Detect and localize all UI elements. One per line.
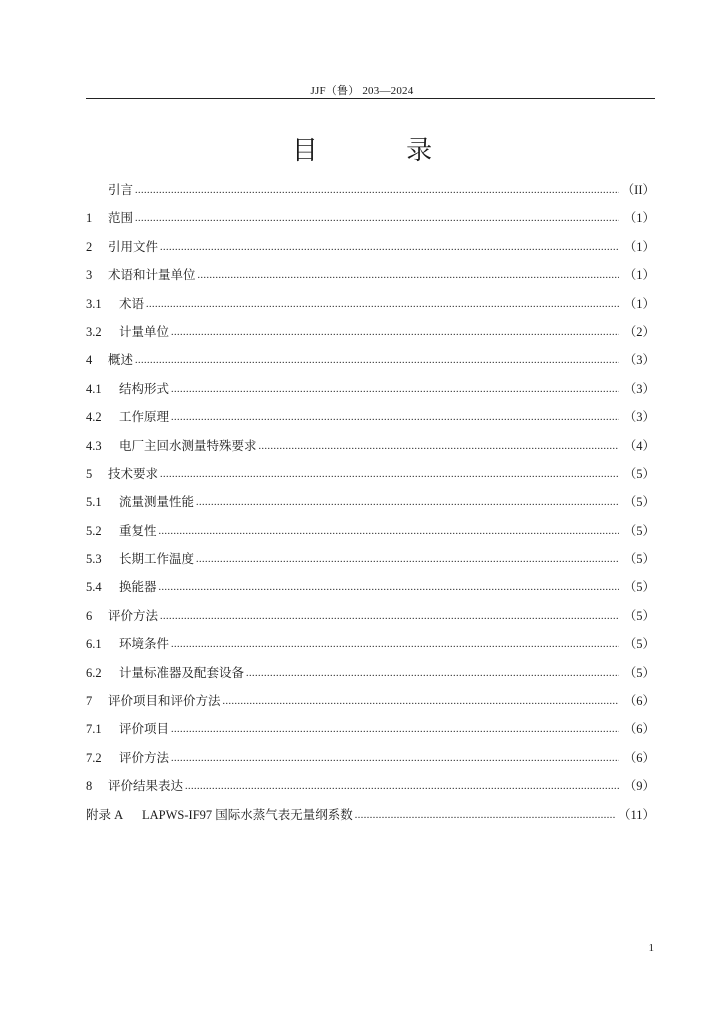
toc-entry-label: 电厂主回水测量特殊要求 xyxy=(119,438,257,453)
toc-entry[interactable] xyxy=(86,492,655,520)
toc-entry-label: 评价方法 xyxy=(108,608,159,623)
toc-entry-number: 7.2 xyxy=(86,750,102,765)
toc-entry-label: 引言 xyxy=(108,183,134,197)
toc-leader-dots xyxy=(159,522,619,535)
toc-entry-page: （9） xyxy=(623,779,655,794)
toc-entry[interactable] xyxy=(86,265,655,293)
toc-entry-page: （1） xyxy=(623,268,655,283)
toc-entry-page: （11） xyxy=(617,807,655,822)
toc-leader-dots xyxy=(171,323,619,336)
toc-entry-page: （6） xyxy=(623,722,655,737)
toc-entry[interactable] xyxy=(86,521,655,549)
toc-entry-label: 环境条件 xyxy=(119,637,170,652)
toc-entry-page: （1） xyxy=(623,296,655,311)
toc-entry-page: （5） xyxy=(623,580,655,595)
toc-entry-label: 评价结果表达 xyxy=(108,779,184,794)
toc-entry-label: 长期工作温度 xyxy=(119,552,195,567)
toc-leader-dots xyxy=(135,210,619,223)
standard-code-header: JJF（鲁） 203—2024 xyxy=(310,85,414,97)
toc-entry-number: 6.1 xyxy=(86,637,102,652)
toc-entry-number: 7.1 xyxy=(86,722,102,737)
toc-leader-dots xyxy=(160,607,619,620)
toc-entry-page: （3） xyxy=(623,381,655,396)
toc-entry[interactable] xyxy=(86,294,655,322)
toc-entry-label: 评价项目 xyxy=(119,722,170,737)
toc-entry[interactable] xyxy=(86,208,655,236)
toc-entry-number: 6 xyxy=(86,608,93,623)
toc-entry-number: 4.2 xyxy=(86,410,102,425)
toc-leader-dots xyxy=(146,295,619,308)
toc-leader-dots xyxy=(246,664,619,677)
toc-leader-dots xyxy=(159,579,619,592)
toc-entry-label: LAPWS-IF97 国际水蒸气表无量纲系数 xyxy=(142,807,353,822)
toc-entry-page: （5） xyxy=(623,552,655,567)
toc-entry[interactable] xyxy=(86,606,655,634)
toc-entry[interactable] xyxy=(86,350,655,378)
toc-entry-number: 7 xyxy=(86,694,93,709)
toc-entry-number: 3.2 xyxy=(86,324,102,339)
toc-entry[interactable] xyxy=(86,464,655,492)
toc-leader-dots xyxy=(171,636,619,649)
toc-entry[interactable] xyxy=(86,748,655,776)
page-title: 目 录 xyxy=(291,136,473,166)
toc-entry-number: 3.1 xyxy=(86,296,102,311)
toc-entry-page: （3） xyxy=(623,353,655,368)
toc-entry-label: 换能器 xyxy=(119,580,157,595)
toc-entry-page: （5） xyxy=(623,466,655,481)
page-number: 1 xyxy=(648,942,654,954)
toc-entry-number: 3 xyxy=(86,268,93,283)
toc-entry-page: （1） xyxy=(623,239,655,254)
toc-entry[interactable] xyxy=(86,663,655,691)
toc-entry[interactable] xyxy=(86,577,655,605)
toc-entry-number: 8 xyxy=(86,779,93,794)
toc-entry-label: 重复性 xyxy=(119,523,157,538)
toc-entry-appendix[interactable] xyxy=(86,805,655,833)
toc-entry-page: （5） xyxy=(623,637,655,652)
toc-entry-number: 5.3 xyxy=(86,552,102,567)
toc-entry-number: 6.2 xyxy=(86,665,102,680)
toc-entry-page: （4） xyxy=(623,438,655,453)
toc-entry[interactable] xyxy=(86,719,655,747)
toc-entry-number: 5 xyxy=(86,466,93,481)
toc-entry[interactable] xyxy=(86,634,655,662)
toc-leader-dots xyxy=(198,267,619,280)
toc-entry-label: 流量测量性能 xyxy=(119,495,195,510)
toc-leader-dots xyxy=(196,551,619,564)
toc-entry-label: 引用文件 xyxy=(108,239,159,254)
toc-leader-dots xyxy=(171,380,619,393)
toc-entry[interactable] xyxy=(86,691,655,719)
toc-entry-number: 2 xyxy=(86,239,93,254)
toc-leader-dots xyxy=(185,778,619,791)
toc-entry[interactable] xyxy=(86,776,655,804)
toc-leader-dots xyxy=(223,693,619,706)
toc-entry-label: 计量标准器及配套设备 xyxy=(119,665,245,680)
toc-leader-dots xyxy=(171,409,619,422)
toc-entry-number: 1 xyxy=(86,211,93,226)
toc-leader-dots xyxy=(355,806,616,819)
toc-entry[interactable] xyxy=(86,322,655,350)
toc-entry[interactable] xyxy=(86,436,655,464)
toc-entry-label: 评价方法 xyxy=(119,750,170,765)
toc-leader-dots xyxy=(135,182,619,195)
toc-entry-label: 工作原理 xyxy=(119,410,170,425)
toc-entry[interactable] xyxy=(86,180,655,208)
toc-leader-dots xyxy=(259,437,619,450)
toc-entry-page: （2） xyxy=(623,324,655,339)
toc-entry-label: 结构形式 xyxy=(119,381,170,396)
toc-entry-number: 5.1 xyxy=(86,495,102,510)
table-of-contents xyxy=(86,180,655,833)
toc-entry[interactable] xyxy=(86,379,655,407)
toc-entry-label: 术语 xyxy=(119,296,145,311)
toc-entry[interactable] xyxy=(86,407,655,435)
toc-entry-label: 术语和计量单位 xyxy=(108,268,196,283)
toc-leader-dots xyxy=(196,494,619,507)
toc-leader-dots xyxy=(160,238,619,251)
toc-entry[interactable] xyxy=(86,549,655,577)
toc-entry-page: （5） xyxy=(623,665,655,680)
toc-leader-dots xyxy=(171,749,619,762)
toc-entry-label: 评价项目和评价方法 xyxy=(108,694,221,709)
toc-entry-number: 4.1 xyxy=(86,381,102,396)
toc-entry-label: 概述 xyxy=(108,353,134,368)
toc-entry-number: 4.3 xyxy=(86,438,102,453)
toc-entry-label: 范围 xyxy=(108,211,134,226)
toc-leader-dots xyxy=(135,352,619,365)
toc-entry-page: （5） xyxy=(623,523,655,538)
toc-entry-page: （1） xyxy=(623,211,655,226)
toc-entry-page: （II） xyxy=(621,183,655,197)
toc-entry-page: （5） xyxy=(623,608,655,623)
toc-entry-page: （3） xyxy=(623,410,655,425)
toc-entry-page: （6） xyxy=(623,750,655,765)
toc-leader-dots xyxy=(160,465,619,478)
toc-entry-page: （6） xyxy=(623,694,655,709)
toc-entry-page: （5） xyxy=(623,495,655,510)
toc-entry-number: 附录 A xyxy=(86,807,124,822)
header-divider xyxy=(86,98,655,99)
toc-entry-number: 5.4 xyxy=(86,580,102,595)
toc-leader-dots xyxy=(171,721,619,734)
toc-entry-number: 4 xyxy=(86,353,93,368)
toc-entry-label: 技术要求 xyxy=(108,466,159,481)
toc-entry[interactable] xyxy=(86,237,655,265)
toc-entry-number: 5.2 xyxy=(86,523,102,538)
toc-entry-label: 计量单位 xyxy=(119,324,170,339)
